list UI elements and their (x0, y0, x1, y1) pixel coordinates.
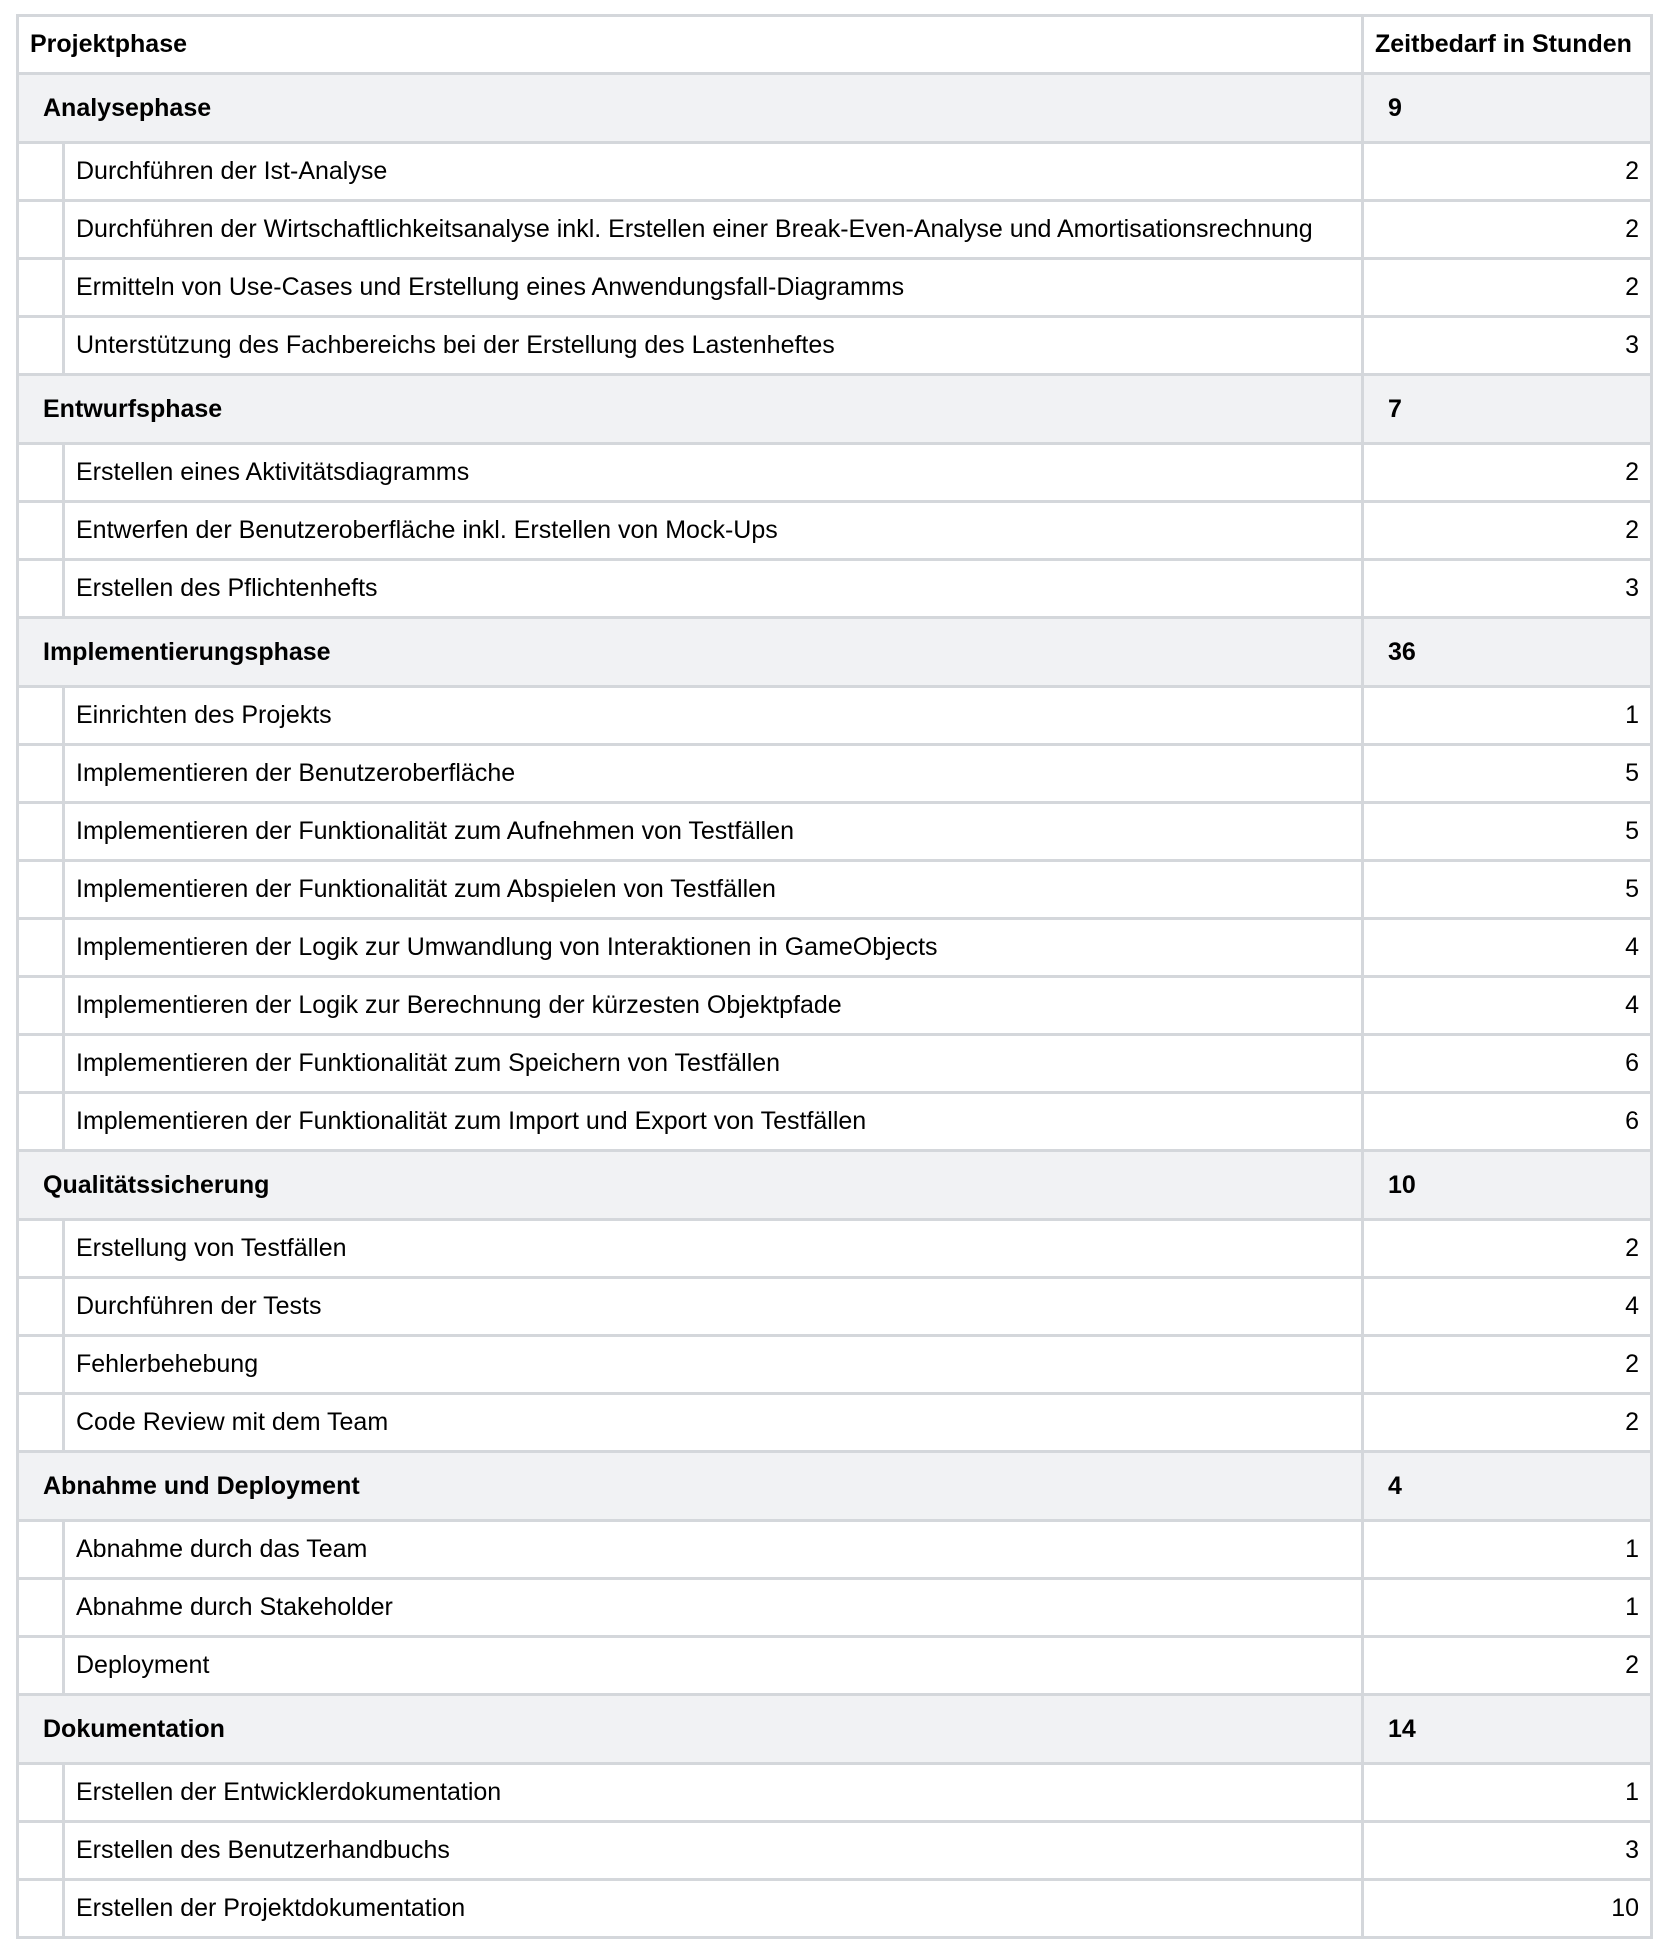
phase-hours: 36 (1364, 619, 1653, 688)
phase-row (19, 1453, 1653, 1522)
task-hours: 1 (1364, 688, 1653, 746)
task-indent (19, 1279, 65, 1334)
task-label: Implementieren der Logik zur Umwandlung von Interaktionen in GameObjects (76, 933, 938, 961)
task-row (19, 1036, 1653, 1094)
task-row (19, 1337, 1653, 1395)
task-indent (19, 978, 65, 1033)
task-label: Einrichten des Projekts (76, 701, 332, 729)
task-hours: 4 (1364, 920, 1653, 978)
task-indent (19, 1337, 65, 1392)
task-cell (19, 1094, 1364, 1152)
task-cell (19, 920, 1364, 978)
task-cell (19, 445, 1364, 503)
task-hours: 6 (1364, 1036, 1653, 1094)
task-hours: 1 (1364, 1522, 1653, 1580)
task-hours: 3 (1364, 318, 1653, 376)
task-row (19, 260, 1653, 318)
phase-hours: 7 (1364, 376, 1653, 445)
task-row (19, 1094, 1653, 1152)
task-row (19, 1638, 1653, 1696)
task-hours: 2 (1364, 445, 1653, 503)
task-label: Implementieren der Funktionalität zum Abspielen von Testfällen (76, 875, 776, 903)
task-row (19, 503, 1653, 561)
task-cell (19, 804, 1364, 862)
task-cell (19, 1638, 1364, 1696)
task-row (19, 978, 1653, 1036)
task-row (19, 1765, 1653, 1823)
task-hours: 2 (1364, 1638, 1653, 1696)
task-label: Abnahme durch Stakeholder (76, 1593, 393, 1621)
task-hours: 4 (1364, 1279, 1653, 1337)
task-row (19, 561, 1653, 619)
phase-name: Dokumentation (19, 1696, 1364, 1765)
task-cell (19, 503, 1364, 561)
task-cell (19, 688, 1364, 746)
task-row (19, 1823, 1653, 1881)
task-row (19, 202, 1653, 260)
task-indent (19, 1036, 65, 1091)
task-indent (19, 1881, 65, 1936)
task-indent (19, 260, 65, 315)
task-label: Erstellen des Pflichtenhefts (76, 574, 378, 602)
task-hours: 1 (1364, 1765, 1653, 1823)
task-row (19, 1395, 1653, 1453)
phase-hours: 4 (1364, 1453, 1653, 1522)
task-cell (19, 746, 1364, 804)
task-label: Ermitteln von Use-Cases und Erstellung eines Anwendungsfall-Diagramms (76, 273, 905, 301)
task-label: Durchführen der Wirtschaftlichkeitsanalyse inkl. Erstellen einer Break-Even-Analyse und Amortisationsrechnung (76, 215, 1313, 243)
task-label: Erstellen der Projektdokumentation (76, 1894, 466, 1922)
task-indent (19, 804, 65, 859)
task-row (19, 920, 1653, 978)
task-label: Entwerfen der Benutzeroberfläche inkl. Erstellen von Mock-Ups (76, 516, 778, 544)
task-cell (19, 561, 1364, 619)
task-row (19, 318, 1653, 376)
task-hours: 2 (1364, 202, 1653, 260)
task-label: Erstellung von Testfällen (76, 1234, 347, 1262)
task-cell (19, 978, 1364, 1036)
task-hours: 3 (1364, 1823, 1653, 1881)
task-indent (19, 688, 65, 743)
task-cell (19, 1823, 1364, 1881)
task-label: Unterstützung des Fachbereichs bei der Erstellung des Lastenheftes (76, 331, 835, 359)
task-cell (19, 862, 1364, 920)
task-indent (19, 503, 65, 558)
task-row (19, 746, 1653, 804)
task-indent (19, 1522, 65, 1577)
task-hours: 2 (1364, 260, 1653, 318)
phase-name: Analysephase (19, 75, 1364, 144)
task-cell (19, 202, 1364, 260)
task-row (19, 804, 1653, 862)
task-row (19, 1881, 1653, 1939)
phase-hours: 10 (1364, 1152, 1653, 1221)
task-indent (19, 202, 65, 257)
task-hours: 1 (1364, 1580, 1653, 1638)
task-label: Code Review mit dem Team (76, 1408, 389, 1436)
task-cell (19, 1395, 1364, 1453)
header-phase: Projektphase (19, 17, 1364, 75)
task-row (19, 1522, 1653, 1580)
task-hours: 2 (1364, 144, 1653, 202)
phase-row (19, 1696, 1653, 1765)
task-cell (19, 1522, 1364, 1580)
task-hours: 6 (1364, 1094, 1653, 1152)
task-hours: 2 (1364, 1395, 1653, 1453)
task-cell (19, 1279, 1364, 1337)
task-label: Implementieren der Funktionalität zum Aufnehmen von Testfällen (76, 817, 794, 845)
task-indent (19, 1638, 65, 1693)
phase-row (19, 75, 1653, 144)
task-hours: 2 (1364, 503, 1653, 561)
task-indent (19, 318, 65, 373)
phase-row (19, 619, 1653, 688)
task-cell (19, 144, 1364, 202)
task-indent (19, 1765, 65, 1820)
task-row (19, 144, 1653, 202)
task-cell (19, 1337, 1364, 1395)
task-indent (19, 920, 65, 975)
task-indent (19, 746, 65, 801)
task-label: Fehlerbehebung (76, 1350, 259, 1378)
task-row (19, 445, 1653, 503)
phase-hours: 9 (1364, 75, 1653, 144)
task-hours: 2 (1364, 1221, 1653, 1279)
task-hours: 5 (1364, 804, 1653, 862)
phase-hours: 14 (1364, 1696, 1653, 1765)
task-cell (19, 260, 1364, 318)
task-indent (19, 1823, 65, 1878)
header-hours: Zeitbedarf in Stunden (1364, 17, 1653, 75)
task-cell (19, 1765, 1364, 1823)
table-header-row (19, 17, 1653, 75)
task-cell (19, 318, 1364, 376)
task-row (19, 862, 1653, 920)
task-hours: 4 (1364, 978, 1653, 1036)
task-label: Implementieren der Logik zur Berechnung der kürzesten Objektpfade (76, 991, 842, 1019)
phase-name: Qualitätssicherung (19, 1152, 1364, 1221)
task-indent (19, 1395, 65, 1450)
task-indent (19, 1580, 65, 1635)
task-cell (19, 1221, 1364, 1279)
task-cell (19, 1580, 1364, 1638)
task-label: Erstellen der Entwicklerdokumentation (76, 1778, 502, 1806)
task-label: Durchführen der Ist-Analyse (76, 157, 388, 185)
task-row (19, 688, 1653, 746)
task-hours: 5 (1364, 746, 1653, 804)
task-label: Implementieren der Funktionalität zum Import und Export von Testfällen (76, 1107, 867, 1135)
task-indent (19, 561, 65, 616)
task-row (19, 1580, 1653, 1638)
task-hours: 10 (1364, 1881, 1653, 1939)
phase-name: Abnahme und Deployment (19, 1453, 1364, 1522)
task-label: Durchführen der Tests (76, 1292, 322, 1320)
task-indent (19, 445, 65, 500)
task-indent (19, 144, 65, 199)
phase-row (19, 376, 1653, 445)
task-hours: 3 (1364, 561, 1653, 619)
task-label: Implementieren der Benutzeroberfläche (76, 759, 516, 787)
task-indent (19, 1094, 65, 1149)
task-hours: 2 (1364, 1337, 1653, 1395)
table-body (19, 75, 1653, 1939)
task-cell (19, 1036, 1364, 1094)
task-indent (19, 862, 65, 917)
task-label: Deployment (76, 1651, 210, 1679)
task-row (19, 1221, 1653, 1279)
task-label: Abnahme durch das Team (76, 1535, 368, 1563)
task-row (19, 1279, 1653, 1337)
phase-name: Entwurfsphase (19, 376, 1364, 445)
task-cell (19, 1881, 1364, 1939)
task-label: Implementieren der Funktionalität zum Speichern von Testfällen (76, 1049, 781, 1077)
task-hours: 5 (1364, 862, 1653, 920)
phase-name: Implementierungsphase (19, 619, 1364, 688)
task-label: Erstellen eines Aktivitätsdiagramms (76, 458, 470, 486)
time-plan-table (16, 14, 1653, 1939)
task-indent (19, 1221, 65, 1276)
phase-row (19, 1152, 1653, 1221)
task-label: Erstellen des Benutzerhandbuchs (76, 1836, 450, 1864)
